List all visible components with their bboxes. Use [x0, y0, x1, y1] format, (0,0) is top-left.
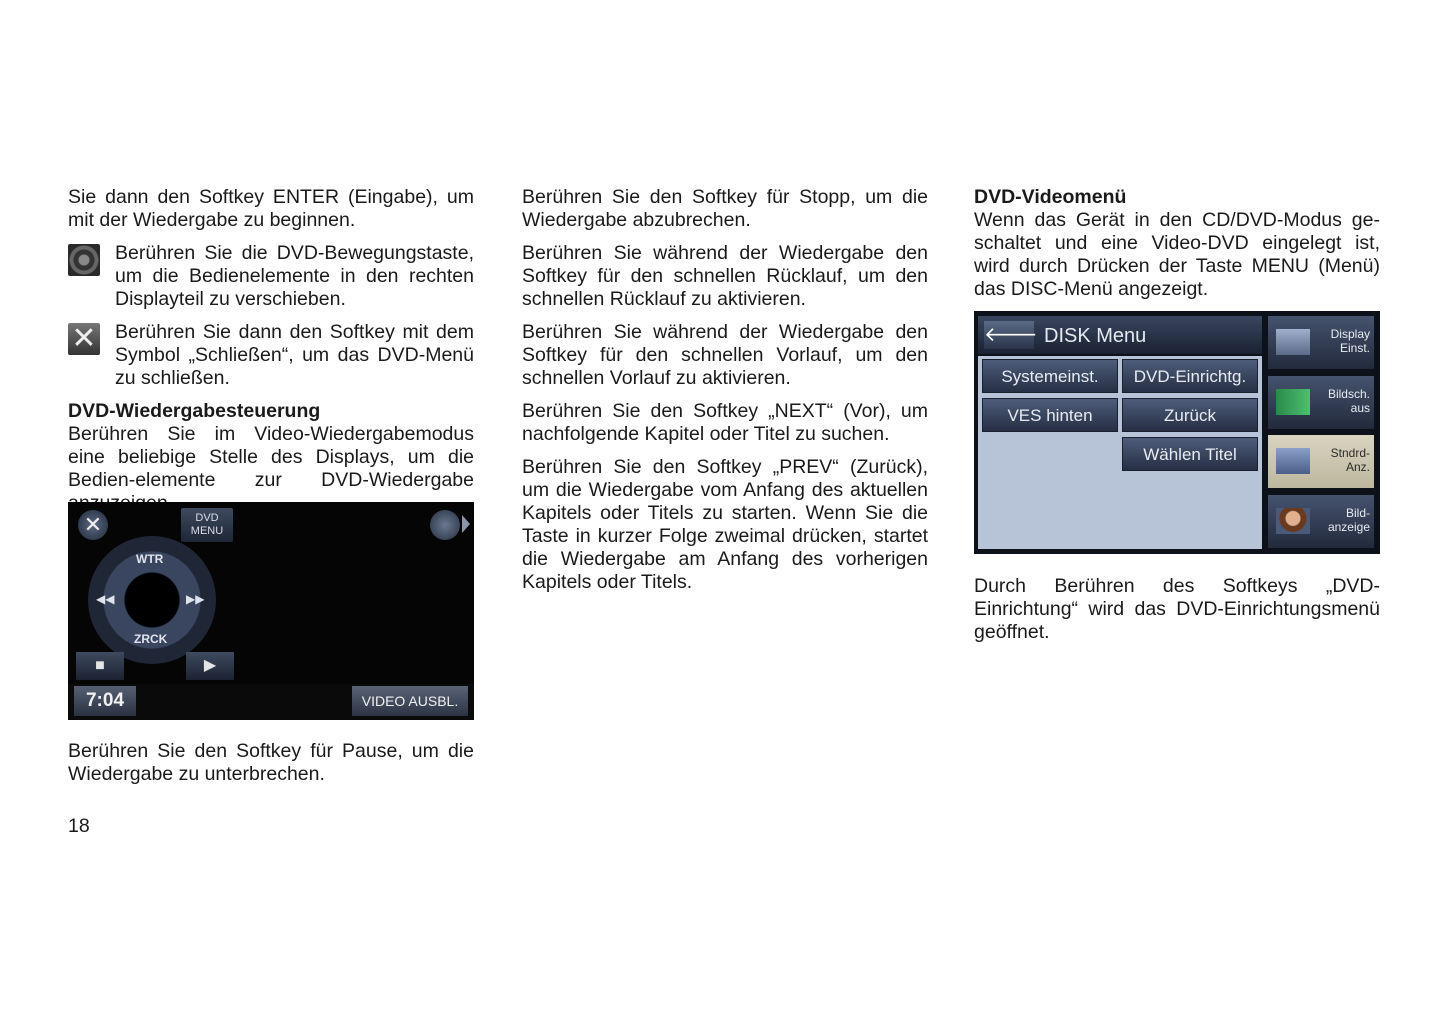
display-settings-button[interactable]	[1268, 316, 1374, 369]
dvd-menu-label: MENU	[190, 525, 224, 537]
column-left-bottom	[68, 740, 474, 796]
screen-off-icon	[1276, 389, 1310, 415]
paragraph: Berühren Sie während der Wiedergabe den Softkey für den schnellen Vorlauf, um den schnellen Vorlauf zu aktivieren.	[522, 321, 928, 389]
side-label	[1316, 446, 1370, 474]
ves-rear-button[interactable]: VES hinten	[982, 398, 1118, 432]
select-title-button[interactable]: Wählen Titel	[1122, 437, 1258, 471]
icon-instruction	[68, 242, 474, 311]
rewind-button[interactable]: ◀◀	[96, 592, 115, 606]
navigation-ring	[88, 536, 216, 664]
dvd-move-icon	[68, 244, 100, 276]
side-label	[1316, 387, 1370, 415]
paragraph: Wenn das Gerät in den CD/DVD-Modus ge-schaltet und eine Video-DVD eingelegt ist, wird durch Drücken der Taste MENU (Menü) das DISC-Menü angezeigt.	[974, 209, 1380, 300]
dvd-menu-label: DVD	[195, 512, 219, 524]
display-icon	[1276, 329, 1310, 355]
play-button[interactable]: ▶	[186, 652, 234, 680]
back-arrow-icon[interactable]: 🡐	[984, 321, 1034, 349]
side-label-line: anzeige	[1327, 520, 1370, 534]
paragraph: Berühren Sie die DVD-Bewegungstaste, um die Bedienelemente in den rechten Displayteil zu verschieben.	[115, 242, 474, 310]
prev-button[interactable]: ZRCK	[134, 632, 168, 646]
paragraph: Durch Berühren des Softkeys „DVD-Einrichtung“ wird das DVD-Einrichtungsmenü geöffnet.	[974, 575, 1380, 643]
paragraph: Berühren Sie im Video-Wiedergabemodus eine beliebige Stelle des Displays, um die Bedien-elemente zur DVD-Wiedergabe	[68, 423, 474, 491]
paragraph: Berühren Sie den Softkey „NEXT“ (Vor), um nachfolgende Kapitel oder Titel zu suchen.	[522, 400, 928, 445]
dvd-move-icon[interactable]	[430, 510, 460, 540]
playback-time: 7:04	[74, 686, 136, 716]
column-left	[68, 186, 474, 525]
picture-display-button[interactable]	[1268, 495, 1374, 548]
side-label-line: Stndrd-	[1330, 446, 1370, 460]
column-right-bottom	[974, 575, 1380, 654]
section-heading: DVD-Videomenü	[974, 186, 1127, 208]
side-label-line: Anz.	[1345, 460, 1370, 474]
dvd-menu-button[interactable]	[181, 508, 233, 542]
side-label-line: Bildsch.	[1327, 387, 1370, 401]
stop-button[interactable]: ■	[76, 652, 124, 680]
paragraph: Berühren Sie dann den Softkey mit dem Symbol „Schließen“, um das DVD-Menü zu schließen.	[115, 321, 474, 389]
portrait-icon	[1276, 508, 1310, 534]
side-label-line: aus	[1350, 401, 1370, 415]
paragraph: Sie dann den Softkey ENTER (Eingabe), um mit der Wiedergabe zu beginnen.	[68, 186, 474, 231]
chevron-right-icon	[462, 515, 470, 533]
menu-title: DISK Menu	[1044, 325, 1147, 347]
video-off-button[interactable]: VIDEO AUSBL.	[352, 686, 468, 716]
next-button[interactable]: WTR	[136, 552, 164, 566]
system-settings-button[interactable]: Systemeinst.	[982, 359, 1118, 393]
standard-display-icon	[1276, 448, 1310, 474]
fast-forward-button[interactable]: ▶▶	[186, 592, 205, 606]
page-number: 18	[68, 815, 90, 837]
dvd-setup-button[interactable]: DVD-Einrichtg.	[1122, 359, 1258, 393]
column-right	[974, 186, 1380, 311]
paragraph: Berühren Sie den Softkey für Stopp, um die Wiedergabe abzubrechen.	[522, 186, 928, 231]
side-label	[1316, 327, 1370, 355]
close-icon: ✕	[68, 323, 100, 355]
dvd-control-screenshot	[68, 502, 474, 720]
back-button[interactable]: Zurück	[1122, 398, 1258, 432]
column-middle	[522, 186, 928, 604]
side-label	[1316, 506, 1370, 534]
paragraph: Berühren Sie während der Wiedergabe den Softkey für den schnellen Rücklauf, um den schnellen Rücklauf zu aktivieren.	[522, 242, 928, 310]
section-heading: DVD-Wiedergabesteuerung	[68, 400, 321, 422]
disk-menu-screenshot	[974, 311, 1380, 554]
screen-off-button[interactable]	[1268, 376, 1374, 429]
side-label-line: Display	[1330, 327, 1370, 341]
side-label-line: Bild-	[1345, 506, 1370, 520]
menu-header	[978, 316, 1262, 354]
icon-instruction	[68, 321, 474, 390]
standard-display-button[interactable]	[1268, 435, 1374, 488]
paragraph: Berühren Sie den Softkey „PREV“ (Zurück), um die Wiedergabe vom Anfang des aktuellen Kapitels oder Titels zu starten. Wenn Sie die Taste in kurzer Folge zweimal drücken, startet die Wiedergabe am Anfang des vorherigen Kapitels oder Titels.	[522, 456, 928, 593]
side-label-line: Einst.	[1339, 341, 1370, 355]
paragraph: Berühren Sie den Softkey für Pause, um die Wiedergabe zu unterbrechen.	[68, 740, 474, 785]
close-button[interactable]: ✕	[78, 510, 108, 540]
